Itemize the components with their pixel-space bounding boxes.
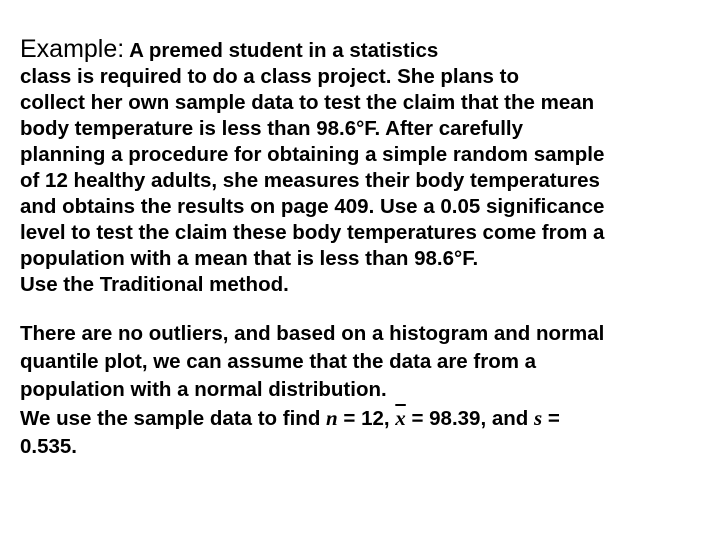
s-value: 0.535. bbox=[20, 435, 77, 458]
problem-line: planning a procedure for obtaining a simple random sample bbox=[20, 143, 605, 166]
problem-line: level to test the claim these body temperatures come from a bbox=[20, 221, 605, 244]
problem-line: collect her own sample data to test the claim that the mean bbox=[20, 91, 595, 114]
n-symbol: n bbox=[326, 406, 338, 430]
solution-line: quantile plot, we can assume that the data are from a bbox=[20, 350, 537, 373]
solution-line: population with a normal distribution. bbox=[20, 378, 387, 401]
solution-line: There are no outliers, and based on a histogram and normal bbox=[20, 322, 605, 345]
problem-line: and obtains the results on page 409. Use a 0.05 significance bbox=[20, 195, 605, 218]
solution-text bbox=[20, 320, 710, 461]
sample-stats-line bbox=[20, 404, 710, 433]
stats-intro: We use the sample data to find bbox=[20, 407, 327, 430]
problem-line-1 bbox=[20, 36, 710, 64]
problem-line-text: A premed student in a statistics bbox=[129, 39, 439, 62]
s-equals: = bbox=[542, 407, 560, 430]
problem-line: Use the Traditional method. bbox=[20, 273, 289, 296]
example-problem bbox=[20, 36, 710, 298]
problem-line: body temperature is less than 98.6°F. After carefully bbox=[20, 117, 524, 140]
problem-line: population with a mean that is less than 98.6°F. bbox=[20, 247, 479, 270]
problem-line: of 12 healthy adults, she measures their body temperatures bbox=[20, 169, 600, 192]
xbar-symbol: $\overline{x}$ bbox=[395, 406, 406, 430]
problem-line: class is required to do a class project. She plans to bbox=[20, 65, 519, 88]
example-label: Example: bbox=[20, 35, 125, 63]
s-symbol: s bbox=[534, 406, 543, 430]
n-value: = 12, bbox=[337, 407, 396, 430]
xbar-value: = 98.39, and bbox=[405, 407, 534, 430]
